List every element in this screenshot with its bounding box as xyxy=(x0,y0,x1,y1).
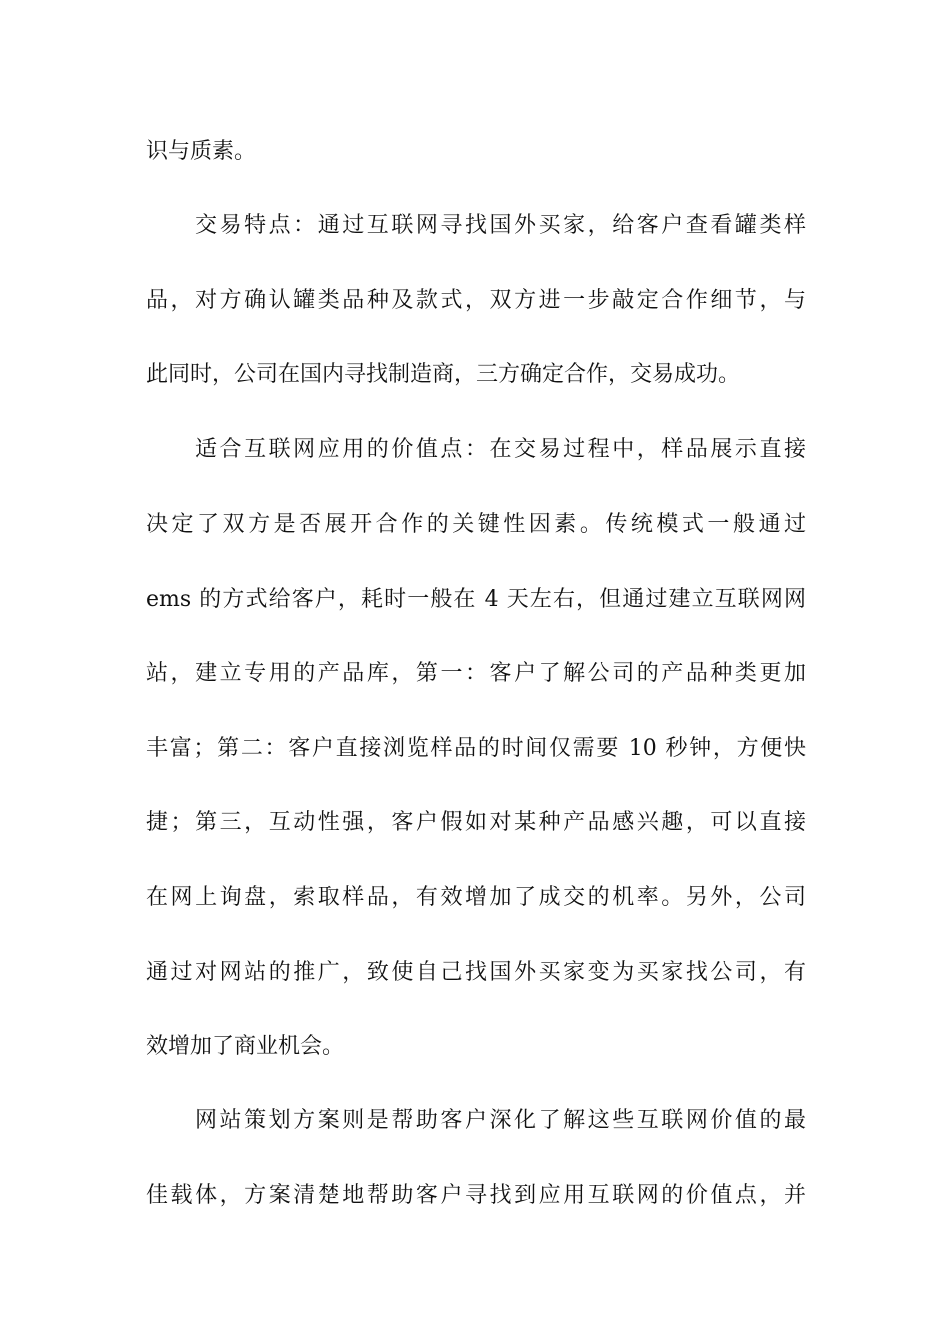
text-line: 此同时，公司在国内寻找制造商，三方确定合作，交易成功。 xyxy=(146,362,741,387)
text-line: 效增加了商业机会。 xyxy=(146,1034,345,1059)
text-line: 捷；第三，互动性强，客户假如对某种产品感兴趣，可以直接 xyxy=(146,810,806,835)
paragraph-first-line: 适合互联网应用的价值点：在交易过程中，样品展示直接 xyxy=(195,437,806,462)
paragraph-first-line: 网站策划方案则是帮助客户深化了解这些互联网价值的最 xyxy=(195,1108,806,1133)
text-line: 品，对方确认罐类品种及款式，双方进一步敲定合作细节，与 xyxy=(146,288,806,313)
text-line: 识与质素。 xyxy=(146,139,257,164)
text-line: 站，建立专用的产品库，第一：客户了解公司的产品种类更加 xyxy=(146,661,806,686)
paragraph-first-line: 交易特点：通过互联网寻找国外买家，给客户查看罐类样 xyxy=(195,213,806,238)
text-line: 在网上询盘，索取样品，有效增加了成交的机率。另外，公司 xyxy=(146,885,806,910)
text-line: 决定了双方是否展开合作的关键性因素。传统模式一般通过 xyxy=(146,512,806,537)
text-line: 佳载体，方案清楚地帮助客户寻找到应用互联网的价值点，并 xyxy=(146,1183,806,1208)
text-line: 丰富；第二：客户直接浏览样品的时间仅需要 10 秒钟，方便快 xyxy=(146,736,806,761)
text-line: ems 的方式给客户，耗时一般在 4 天左右，但通过建立互联网网 xyxy=(146,587,806,612)
text-line: 通过对网站的推广，致使自己找国外买家变为买家找公司，有 xyxy=(146,960,806,985)
